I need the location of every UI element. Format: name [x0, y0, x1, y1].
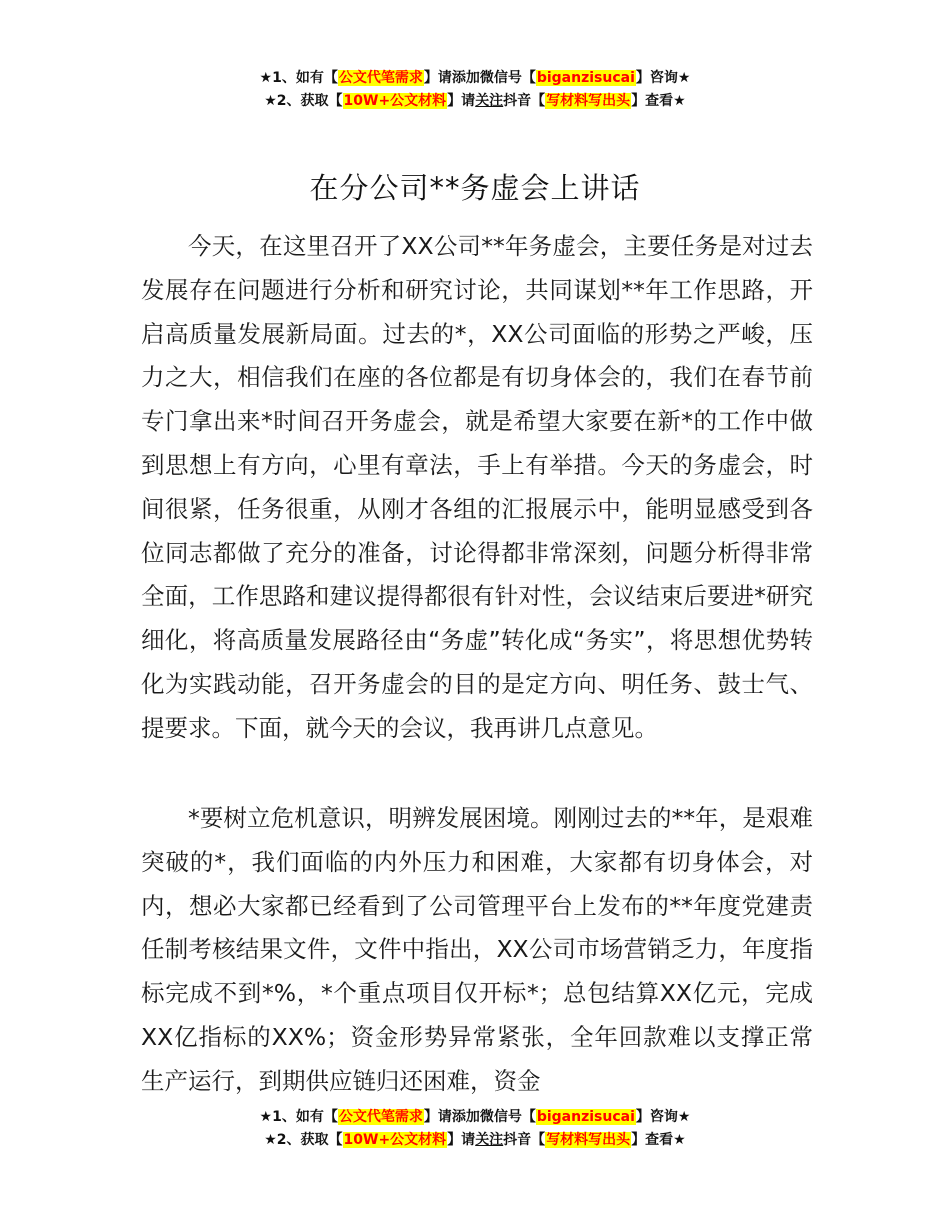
promo-text: 抖音【 — [503, 93, 546, 109]
footer-promo-line-2 — [0, 1129, 950, 1152]
promo-highlight: 公文代笔需求 — [338, 1109, 423, 1125]
promo-text: ★1、如有【 — [259, 70, 338, 86]
promo-text: ★2、获取【 — [264, 1132, 343, 1148]
promo-highlight: 10W+公文材料 — [343, 1132, 447, 1148]
wechat-id-highlight: biganzisucai — [536, 1109, 635, 1125]
promo-text: 】查看★ — [631, 1132, 686, 1148]
promo-underlined-text: 关注 — [475, 93, 504, 109]
document-body-paragraph-1 — [141, 225, 813, 751]
header-promo-line-1 — [0, 67, 950, 90]
promo-text: 抖音【 — [503, 1132, 546, 1148]
header-promo-line-2 — [0, 90, 950, 113]
promo-highlight: 公文代笔需求 — [338, 70, 423, 86]
promo-text: 】咨询★ — [635, 70, 691, 86]
promo-text: 】请添加微信号【 — [423, 70, 536, 86]
promo-text: 】请 — [447, 1132, 476, 1148]
footer-promo-banner — [0, 1106, 950, 1152]
promo-text: ★1、如有【 — [259, 1109, 338, 1125]
douyin-account-highlight: 写材料写出头 — [546, 1132, 631, 1148]
promo-text: ★2、获取【 — [264, 93, 343, 109]
douyin-account-highlight: 写材料写出头 — [546, 93, 631, 109]
promo-underlined-text: 关注 — [475, 1132, 504, 1148]
document-body-paragraph-2 — [141, 797, 813, 1104]
promo-text: 】查看★ — [631, 93, 686, 109]
paragraph-text: *要树立危机意识，明辨发展困境。刚刚过去的**年，是艰难突破的*，我们面临的内外压力和困难，大家都有切身体会，对内，想必大家都已经看到了公司管理平台上发布的**年度党建责任制考核结果文件，文件中指出，XX公司市场营销乏力，年度指标完成不到*%，*个重点项目仅开标*；总包结算XX亿元，完成XX亿指标的XX%；资金形势异常紧张，全年回款难以支撑正常生产运行，到期供应链归还困难，资金 — [141, 804, 813, 1095]
promo-highlight: 10W+公文材料 — [343, 93, 447, 109]
promo-text: 】请 — [447, 93, 476, 109]
wechat-id-highlight: biganzisucai — [536, 70, 635, 86]
paragraph-text: 今天，在这里召开了XX公司**年务虚会，主要任务是对过去发展存在问题进行分析和研究讨论，共同谋划**年工作思路，开启高质量发展新局面。过去的*，XX公司面临的形势之严峻，压力之大，相信我们在座的各位都是有切身体会的，我们在春节前专门拿出来*时间召开务虚会，就是希望大家要在新*的工作中做到思想上有方向，心里有章法，手上有举措。今天的务虚会，时间很紧，任务很重，从刚才各组的汇报展示中，能明显感受到各位同志都做了充分的准备，讨论得都非常深刻，问题分析得非常全面，工作思路和建议提得都很有针对性，会议结束后要进*研究细化，将高质量发展路径由“务虚”转化成“务实”，将思想优势转化为实践动能，召开务虚会的目的是定方向、明任务、鼓士气、提要求。下面，就今天的会议，我再讲几点意见。 — [141, 232, 813, 742]
footer-promo-line-1 — [0, 1106, 950, 1129]
header-promo-banner — [0, 67, 950, 113]
document-title: 在分公司**务虚会上讲话 — [309, 171, 641, 205]
promo-text: 】请添加微信号【 — [423, 1109, 536, 1125]
promo-text: 】咨询★ — [635, 1109, 691, 1125]
